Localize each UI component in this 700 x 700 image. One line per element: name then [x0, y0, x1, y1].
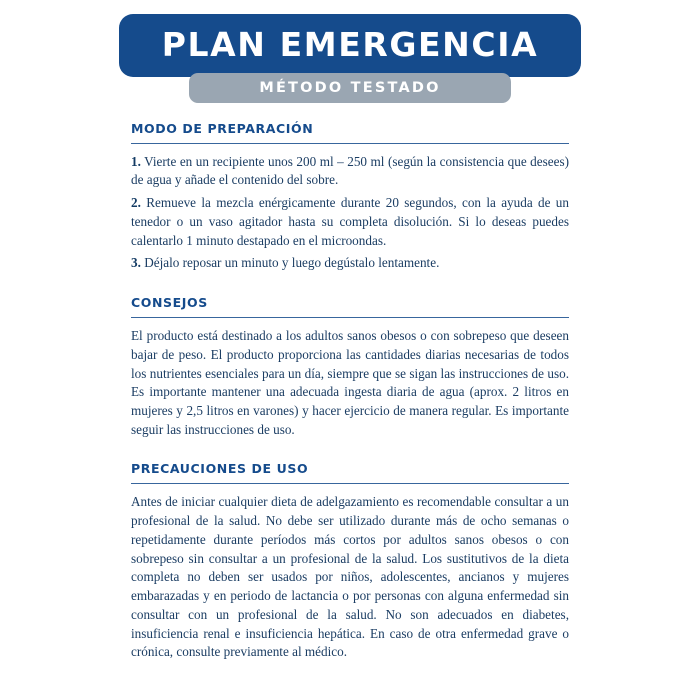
preparation-step — [131, 194, 569, 250]
document-header — [0, 0, 700, 103]
page-subtitle: MÉTODO TESTADO — [259, 79, 441, 96]
section-advice — [131, 295, 569, 439]
document-content — [0, 103, 700, 662]
step-text: Vierte en un recipiente unos 200 ml – 250 ml (según la consistencia que desees) de agua y añade el contenido del sobre. — [131, 153, 569, 188]
section-title-advice: CONSEJOS — [131, 295, 208, 311]
divider-advice — [131, 317, 569, 318]
page-title: PLAN EMERGENCIA — [161, 25, 539, 64]
subtitle-banner — [189, 73, 511, 103]
divider-preparation — [131, 143, 569, 144]
spacer — [131, 443, 569, 461]
precautions-body: Antes de iniciar cualquier dieta de adelgazamiento es recomendable consultar a un profesional de la salud. No debe ser utilizado durante más de ocho semanas o repetidamente durante períodos más cortos por adultos sanos obesos o con sobrepeso sin consultar a un profesional de la salud. Los sustitutivos de la dieta completa no deben ser usados por niños, adolescentes, ancianos y mujeres embarazadas y en periodo de lactancia o por personas con alguna enfermedad sin consultar con un profesional de la salud. No son adecuados en diabetes, insuficiencia renal e insuficiencia hepática. En caso de otra enfermedad grave o crónica, consulte previamente al médico. — [131, 494, 569, 660]
step-number: 1. — [131, 153, 141, 169]
preparation-step — [131, 153, 569, 190]
preparation-steps — [131, 153, 569, 273]
section-title-precautions: PRECAUCIONES DE USO — [131, 461, 309, 477]
step-number: 2. — [131, 195, 141, 211]
divider-precautions — [131, 483, 569, 484]
step-number: 3. — [131, 255, 141, 271]
section-preparation — [131, 121, 569, 273]
section-title-preparation: MODO DE PREPARACIÓN — [131, 120, 314, 136]
preparation-step — [131, 254, 569, 273]
advice-body: El producto está destinado a los adultos sanos obesos o con sobrepeso que deseen bajar de peso. El producto proporciona las cantidades diarias necesarias de todos los nutrientes esenciales para un día, siempre que se sigan las instrucciones de uso. Es importante mantener una adecuada ingesta diaria de agua (aprox. 2 litros en mujeres y 2,5 litros en varones) y hacer ejercicio de manera regular. Es importante seguir las instrucciones de uso. — [131, 328, 569, 437]
step-text: Remueve la mezcla enérgicamente durante 20 segundos, con la ayuda de un tenedor o un vaso agitador hasta su completa disolución. Si lo deseas puedes calentarlo 1 minuto destapado en el microondas. — [131, 195, 569, 248]
section-precautions — [131, 461, 569, 662]
spacer — [131, 277, 569, 295]
title-banner — [119, 14, 581, 77]
step-text: Déjalo reposar un minuto y luego degústalo lentamente. — [140, 255, 440, 271]
